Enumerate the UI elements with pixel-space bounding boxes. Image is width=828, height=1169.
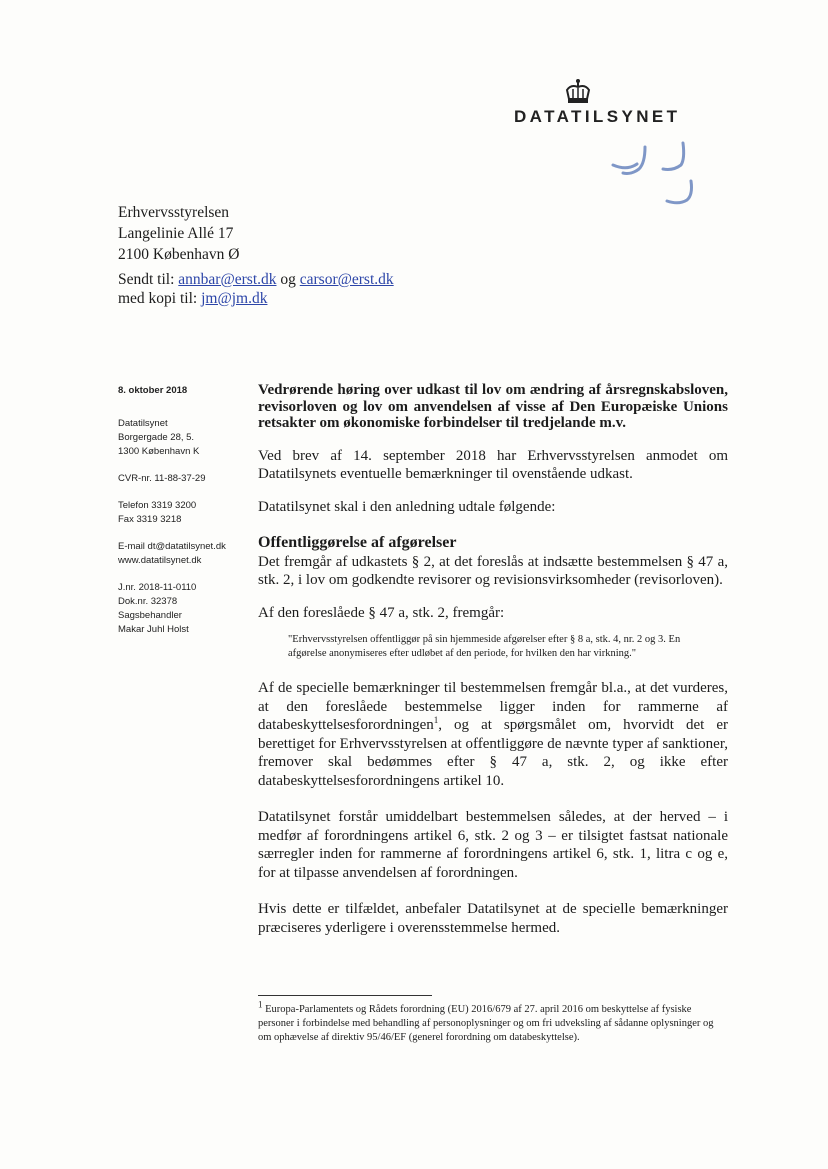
quoted-provision: "Erhvervsstyrelsen offentliggør på sin hjemmeside afgørelser efter § 8 a, stk. 4, nr. 2 og 3. En afgørelse anonymiseres efter udløbet af den periode, for hvilken den har virkning." xyxy=(288,634,681,659)
email-link-jm[interactable]: jm@jm.dk xyxy=(201,290,268,307)
paragraph-statement: Datatilsynet skal i den anledning udtale følgende: xyxy=(258,498,556,515)
letter-date: 8. oktober 2018 xyxy=(118,385,188,396)
copy-to-label: med kopi til: xyxy=(118,290,202,307)
copy-to-line xyxy=(118,289,394,308)
signature-initials xyxy=(605,137,705,212)
sent-to-line xyxy=(118,270,394,289)
footnote-divider xyxy=(258,995,432,996)
recipient-street: Langelinie Allé 17 xyxy=(118,225,234,242)
sender-city: 1300 København K xyxy=(118,446,200,457)
crown-icon xyxy=(563,78,593,108)
paragraph-quote-intro: Af den foreslåede § 47 a, stk. 2, fremgår: xyxy=(258,604,505,621)
sender-street: Borgergade 28, 5. xyxy=(118,432,195,443)
sender-org: Datatilsynet xyxy=(118,418,168,429)
journal-number: J.nr. 2018-11-0110 xyxy=(118,582,197,593)
sender-sidebar xyxy=(118,384,248,637)
document-number: Dok.nr. 32378 xyxy=(118,596,178,607)
recipient-city: 2100 København Ø xyxy=(118,246,240,263)
letterhead-logo: DATATILSYNET xyxy=(514,107,681,126)
footnote-reference: 1 xyxy=(433,715,439,725)
paragraph-recommendation: Hvis dette er tilfældet, anbefaler Datatilsynet at de specielle bemærkninger præciseres yderligere i overensstemmelse hermed. xyxy=(258,901,728,936)
recipient-name: Erhvervsstyrelsen xyxy=(118,204,230,221)
sender-email: E-mail dt@datatilsynet.dk xyxy=(118,541,226,552)
sent-to-label: Sendt til: xyxy=(118,271,179,288)
email-link-carsor[interactable]: carsor@erst.dk xyxy=(299,271,394,288)
case-officer-label: Sagsbehandler xyxy=(118,610,182,621)
letter-body xyxy=(258,382,728,937)
paragraph-interpretation: Datatilsynet forstår umiddelbart bestemmelsen således, at der herved – i medfør af forordningens artikel 6, stk. 2 og 3 – er tilsigtet fastsat nationale særregler inden for rammerne af forordningens artikel 6, stk. 1, litra c og e, for at tilpasse anvendelsen af forordningen. xyxy=(258,809,728,881)
footnote-text: Europa-Parlamentets og Rådets forordning (EU) 2016/679 af 27. april 2016 om beskyttelse af fysiske personer i forbindelse med behandling af personoplysninger og om fri udveksling af sådanne oplysninger og om ophævelse af direktiv 95/46/EF (generel forordning om databeskyttelse). xyxy=(258,1004,714,1043)
recipient-address xyxy=(118,202,239,265)
sender-web: www.datatilsynet.dk xyxy=(118,555,202,566)
case-officer-name: Makar Juhl Holst xyxy=(118,624,189,635)
email-link-annbar[interactable]: annbar@erst.dk xyxy=(178,271,277,288)
footnote xyxy=(258,999,723,1045)
sender-fax: Fax 3319 3218 xyxy=(118,514,182,525)
email-joiner: og xyxy=(276,271,300,288)
paragraph-intro: Ved brev af 14. september 2018 har Erhvervsstyrelsen anmodet om Datatilsynets eventuelle bemærkninger til ovenstående udkast. xyxy=(258,447,728,482)
subject-line: Vedrørende høring over udkast til lov om ændring af årsregnskabsloven, revisorloven og lov om anvendelsen af visse af Den Europæiske Unions retsakter om økonomiske forbindelser til tredjelande m.v. xyxy=(258,382,728,431)
paragraph-remarks: Af de specielle bemærkninger til bestemmelsen fremgår bl.a., at det vurderes, at den foreslåede bestemmelse ligger inden for rammerne af databeskyttelsesforordningen$^1$, og at spørgsmålet om, hvorvidt det er berettiget for Erhvervsstyrelsen at offentliggøre de nævnte typer af sanktioner, fremover skal bedømmes efter § 47 a, stk. 2, og ikke efter databeskyttelsesforordningens artikel 10. xyxy=(258,680,728,789)
sender-phone: Telefon 3319 3200 xyxy=(118,500,197,511)
paragraph-proposal: Det fremgår af udkastets § 2, at det foreslås at indsætte bestemmelsen § 47 a, stk. 2, i lov om godkendte revisorer og revisionsvirksomheder (revisorloven). xyxy=(258,553,728,588)
sender-cvr: CVR-nr. 11-88-37-29 xyxy=(118,473,206,484)
section-heading: Offentliggørelse af afgørelser xyxy=(258,534,457,551)
footnote-marker: 1 xyxy=(258,999,263,1010)
distribution-block xyxy=(118,270,394,308)
